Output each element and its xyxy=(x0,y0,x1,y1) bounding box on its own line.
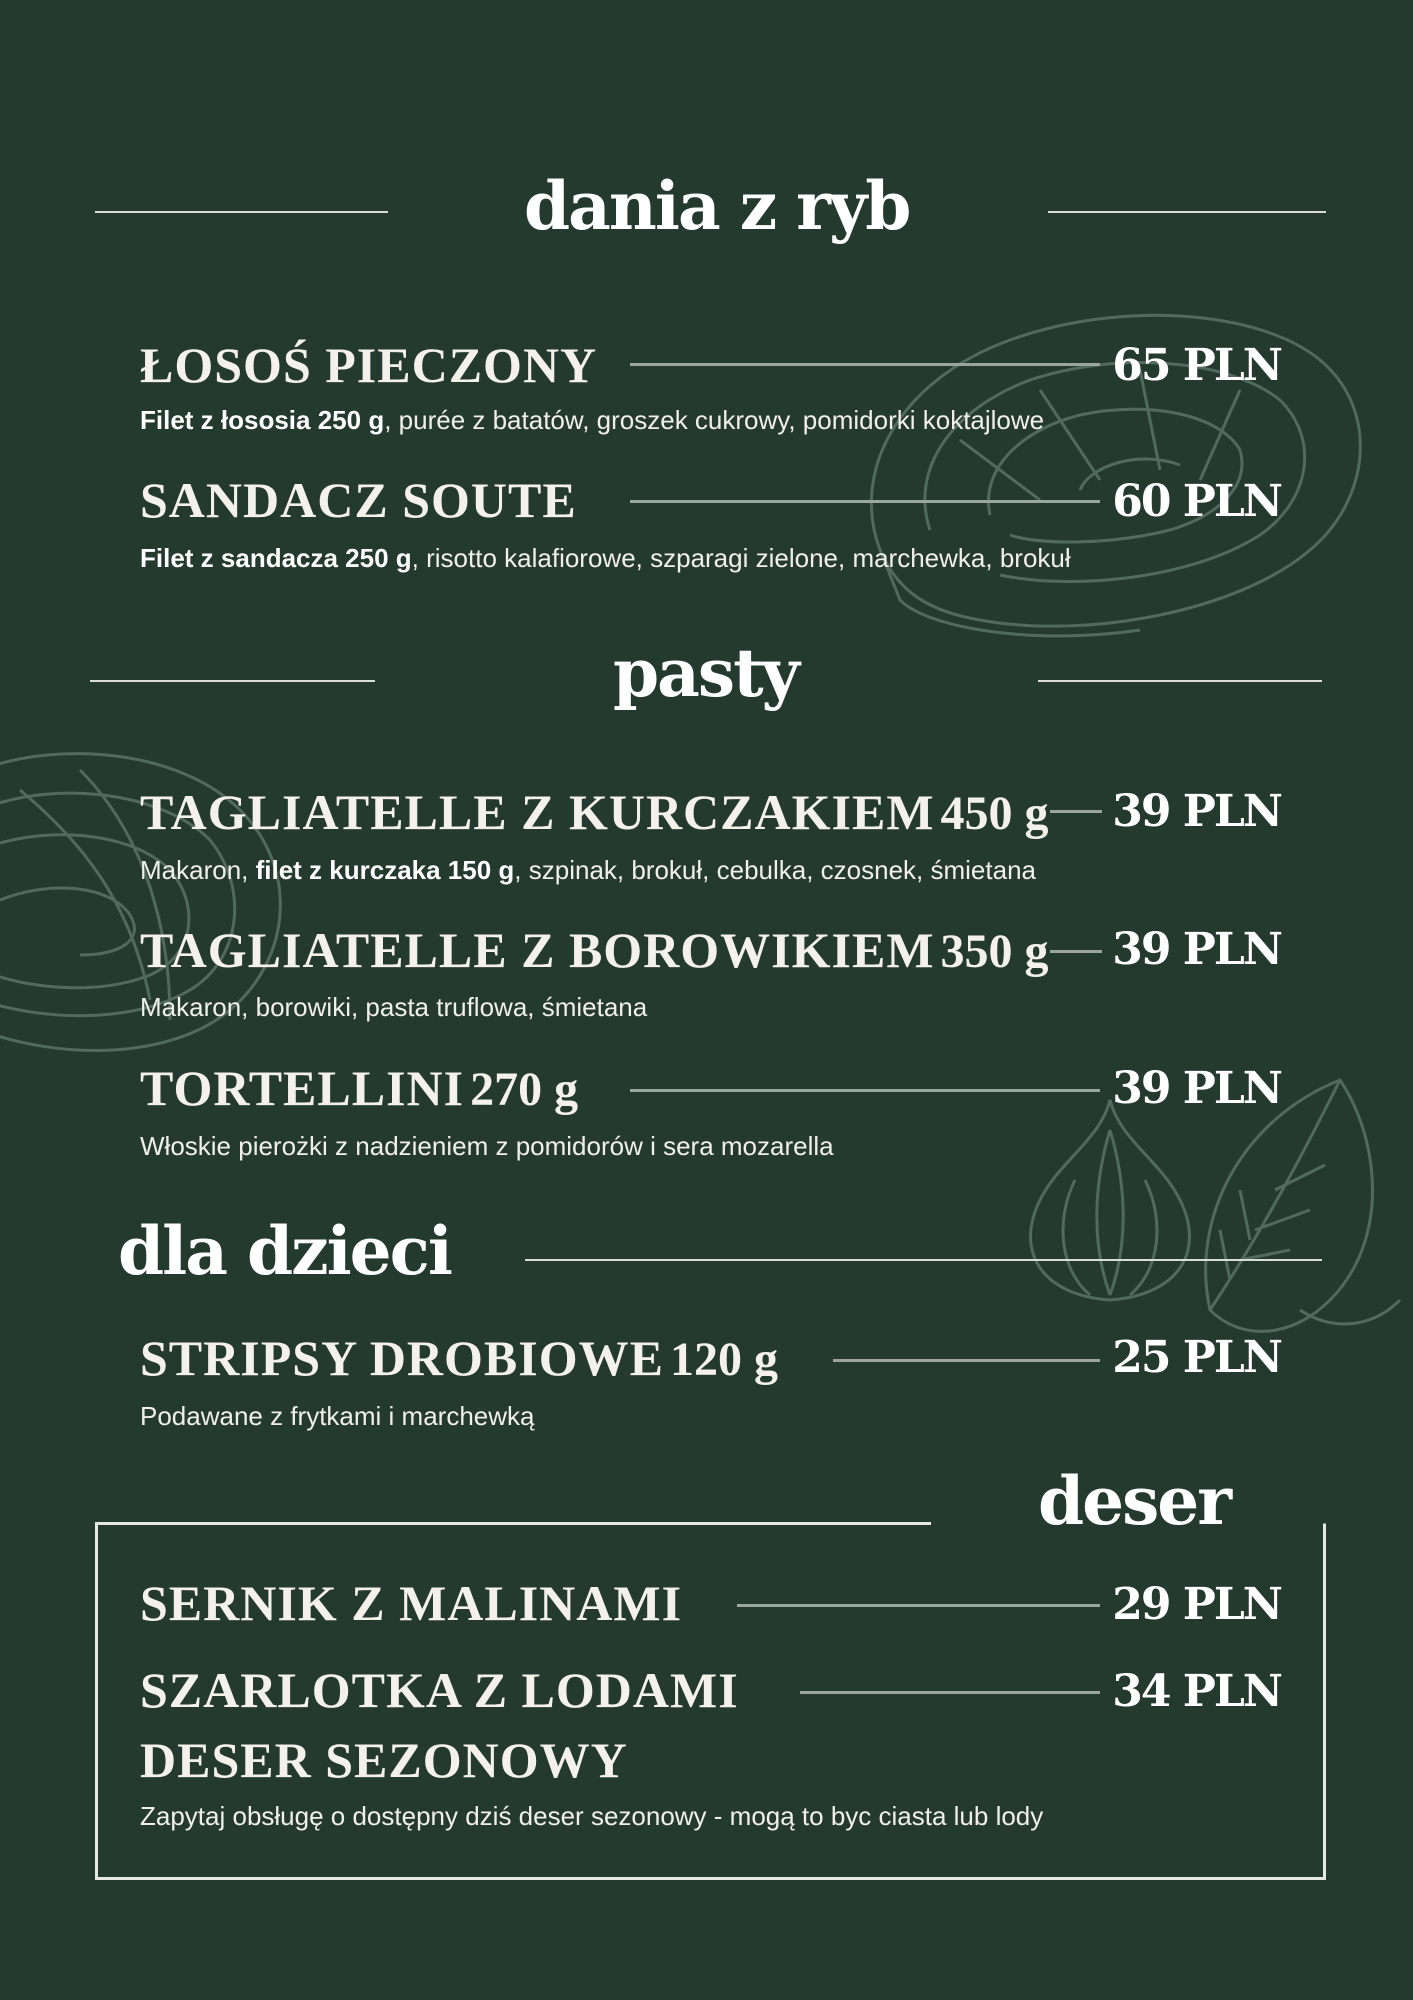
dish-price: 65 PLN xyxy=(1112,340,1281,391)
leader-line xyxy=(1050,810,1102,813)
dish-price: 39 PLN xyxy=(1112,1063,1281,1114)
dish-description: Podawane z frytkami i marchewką xyxy=(140,1401,535,1431)
dish-title: TORTELLINI xyxy=(140,1060,465,1116)
dish-description-bold: filet z kurczaka 150 g xyxy=(255,855,515,885)
dish-title: SZARLOTKA Z LODAMI xyxy=(140,1662,739,1718)
garlic-illustration xyxy=(1000,1080,1220,1310)
dish-price: 39 PLN xyxy=(1112,786,1281,837)
dish-description: Włoskie pierożki z nadzieniem z pomidorów i sera mozarella xyxy=(140,1131,834,1161)
dish-name xyxy=(140,1662,739,1718)
dish-name xyxy=(140,472,577,528)
dish-weight: 350 g xyxy=(940,925,1049,978)
dish-price: 60 PLN xyxy=(1112,476,1281,527)
leader-line xyxy=(630,1089,1100,1092)
pasta-heading-rule-left xyxy=(90,680,375,682)
leader-line xyxy=(1050,950,1102,953)
fish-section-title: dania z ryb xyxy=(524,167,910,245)
dish-name xyxy=(140,922,1049,978)
dish-price: 29 PLN xyxy=(1112,1579,1281,1630)
leader-line xyxy=(737,1604,1100,1607)
dish-price: 34 PLN xyxy=(1112,1666,1281,1717)
dish-name xyxy=(140,784,1049,840)
dish-weight: 450 g xyxy=(940,787,1049,840)
leader-line xyxy=(800,1691,1100,1694)
dish-price: 25 PLN xyxy=(1112,1332,1281,1383)
dish-description-bold: Filet z łososia 250 g xyxy=(140,405,385,435)
dish-description-text: , szpinak, brokuł, cebulka, czosnek, śmietana xyxy=(514,855,1036,885)
dish-name xyxy=(140,1060,579,1116)
leader-line xyxy=(630,500,1100,503)
dish-title: SANDACZ SOUTE xyxy=(140,472,577,528)
dessert-section-title: deser xyxy=(1038,1462,1231,1540)
salmon-steak-illustration xyxy=(840,300,1380,640)
kids-section-title: dla dzieci xyxy=(118,1212,451,1290)
dish-title: ŁOSOŚ PIECZONY xyxy=(140,337,598,393)
dish-title: DESER SEZONOWY xyxy=(140,1732,628,1788)
fish-heading-rule-left xyxy=(95,211,388,213)
dish-title: STRIPSY DROBIOWE xyxy=(140,1330,664,1386)
pasta-heading-rule-right xyxy=(1038,680,1322,682)
dish-weight: 270 g xyxy=(470,1063,579,1116)
kids-heading-rule xyxy=(525,1259,1322,1261)
dish-description-text: , risotto kalafiorowe, szparagi zielone, marchewka, brokuł xyxy=(411,543,1071,573)
dish-name xyxy=(140,1575,683,1631)
dish-description: Zapytaj obsługę o dostępny dziś deser sezonowy - mogą to byc ciasta lub lody xyxy=(140,1801,1044,1831)
dish-description xyxy=(140,857,1036,883)
leader-line xyxy=(833,1359,1100,1362)
dish-description: Makaron, borowiki, pasta truflowa, śmietana xyxy=(140,992,648,1022)
dish-description-bold: Filet z sandacza 250 g xyxy=(140,543,412,573)
dish-name xyxy=(140,1330,778,1386)
dish-name xyxy=(140,337,598,393)
leader-line xyxy=(630,363,1100,366)
dish-name xyxy=(140,1732,628,1788)
dish-description xyxy=(140,407,1044,433)
pasta-section-title: pasty xyxy=(613,634,798,712)
dish-description xyxy=(140,545,1071,571)
dish-description-text: Makaron, xyxy=(140,855,256,885)
fish-heading-rule-right xyxy=(1048,211,1326,213)
dish-description-text: , purée z batatów, groszek cukrowy, pomidorki koktajlowe xyxy=(384,405,1045,435)
dish-title: TAGLIATELLE Z BOROWIKIEM xyxy=(140,922,935,978)
dish-title: SERNIK Z MALINAMI xyxy=(140,1575,683,1631)
dish-weight: 120 g xyxy=(669,1333,778,1386)
dish-title: TAGLIATELLE Z KURCZAKIEM xyxy=(140,784,935,840)
dish-price: 39 PLN xyxy=(1112,924,1281,975)
